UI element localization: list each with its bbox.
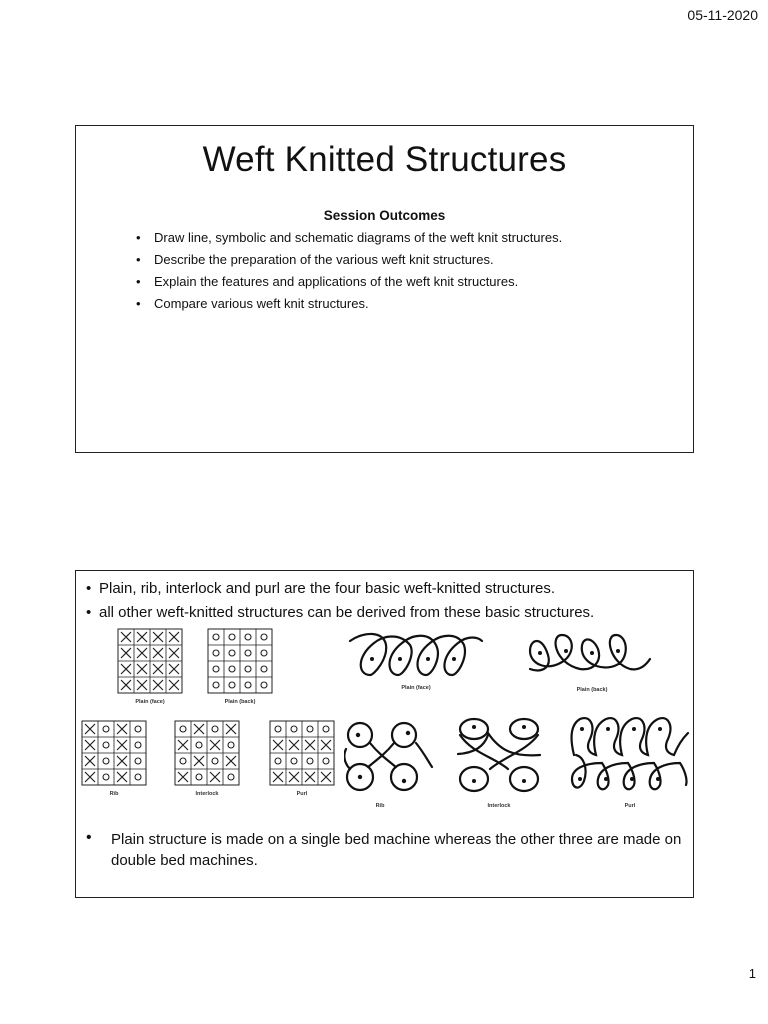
caption-purl: Purl xyxy=(296,791,308,796)
caption-rib: Rib xyxy=(109,791,119,796)
outcome-text: Compare various weft knit structures. xyxy=(154,296,369,311)
outcome-item xyxy=(136,274,566,290)
outcome-text: Draw line, symbolic and schematic diagrams of the weft knit structures. xyxy=(154,230,563,245)
outcome-text: Describe the preparation of the various weft knit structures. xyxy=(154,252,494,267)
structures-list xyxy=(86,577,686,625)
outcome-text: Explain the features and applications of the weft knit structures. xyxy=(154,274,519,289)
structure-point-text: Plain, rib, interlock and purl are the four basic weft-knitted structures. xyxy=(99,580,556,597)
loop-caption-plain-face: Plain (face) xyxy=(401,685,431,691)
slide-title-outcomes xyxy=(75,125,694,453)
bullet-icon: • xyxy=(86,604,92,621)
bullet-icon: • xyxy=(136,296,141,311)
bullet-icon: • xyxy=(136,274,141,289)
bullet-icon: • xyxy=(86,580,92,597)
purl-grid xyxy=(270,721,334,785)
outcome-item xyxy=(136,230,566,246)
caption-plain-back: Plain (back) xyxy=(224,699,256,705)
slide-title: Weft Knitted Structures xyxy=(202,140,567,179)
outcome-item xyxy=(136,252,566,268)
plain-back-loops xyxy=(530,635,650,670)
loop-caption-plain-back: Plain (back) xyxy=(576,687,608,693)
purl-loops xyxy=(572,718,688,789)
outcomes-heading: Session Outcomes xyxy=(323,208,446,223)
interlock-grid xyxy=(175,721,239,785)
loop-caption-purl: Purl xyxy=(624,803,636,809)
plain-back-grid xyxy=(208,629,272,693)
outcome-item xyxy=(136,296,566,312)
machine-note xyxy=(86,829,684,871)
symbolic-diagrams xyxy=(80,626,348,796)
bullet-icon: • xyxy=(136,230,141,245)
slide-basic-structures xyxy=(75,570,694,898)
structure-point xyxy=(86,577,686,601)
bullet-icon: • xyxy=(136,252,141,267)
page-date: 05-11-2020 xyxy=(687,7,758,23)
structure-point-text: all other weft-knitted structures can be derived from these basic structures. xyxy=(99,604,595,621)
loop-caption-rib: Rib xyxy=(375,803,385,809)
plain-face-grid xyxy=(118,629,182,693)
machine-note-text: Plain structure is made on a single bed machine whereas the other three are made on double bed machines. xyxy=(111,831,682,869)
caption-interlock: Interlock xyxy=(195,791,219,796)
loop-caption-interlock: Interlock xyxy=(487,803,511,809)
structure-point xyxy=(86,601,686,625)
caption-plain-face: Plain (face) xyxy=(135,699,165,705)
page-number: 1 xyxy=(748,966,756,981)
outcomes-list xyxy=(136,230,566,318)
interlock-loops xyxy=(458,719,540,791)
plain-face-loops xyxy=(350,634,482,675)
bullet-icon: • xyxy=(86,829,92,846)
loop-diagrams xyxy=(344,629,692,809)
rib-grid xyxy=(82,721,146,785)
